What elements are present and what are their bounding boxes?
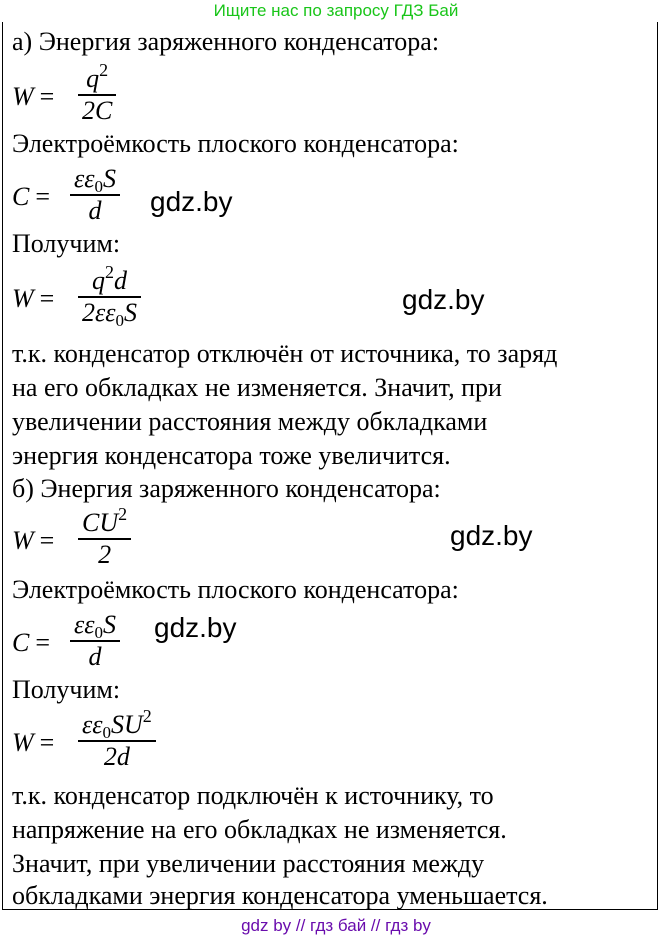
watermark: gdz.by bbox=[402, 284, 485, 315]
part-a-title: а) Энергия заряженного конденсатора: bbox=[12, 27, 440, 56]
capacitance-title-2: Электроёмкость плоского конденсатора: bbox=[12, 575, 459, 604]
formula-lhs: W bbox=[12, 82, 34, 111]
part-b-paragraph-line-4: обкладками энергия конденсатора уменьшается. bbox=[12, 881, 548, 910]
fraction: $\varepsilon\varepsilon_0SU^2$ 2d bbox=[78, 710, 156, 772]
part-b-paragraph-line-3: Значит, при увеличении расстояния между bbox=[12, 849, 485, 878]
result-label-2: Получим: bbox=[12, 675, 121, 704]
fraction: $q^2$ 2C bbox=[78, 64, 116, 126]
part-b-paragraph-line-2: напряжение на его обкладках не изменяется. bbox=[12, 815, 507, 844]
part-b-title: б) Энергия заряженного конденсатора: bbox=[12, 474, 441, 503]
footer: gdz by // гдз бай // гдз by bbox=[241, 916, 431, 935]
part-a-paragraph-line-3: увеличении расстояния между обкладками bbox=[12, 407, 488, 436]
watermark: gdz.by bbox=[450, 520, 533, 551]
part-a-paragraph-line-4: энергия конденсатора тоже увеличится. bbox=[12, 441, 451, 470]
top-banner: Ищите нас по запросу ГДЗ Бай bbox=[213, 1, 459, 20]
watermark: gdz.by bbox=[154, 612, 237, 643]
capacitance-title-1: Электроёмкость плоского конденсатора: bbox=[12, 129, 459, 158]
fraction: $q^2d$ $2\varepsilon\varepsilon_0S$ bbox=[78, 266, 141, 328]
fraction: $CU^2$ 2 bbox=[78, 508, 131, 570]
part-a-paragraph-line-2: на его обкладках не изменяется. Значит, при bbox=[12, 373, 502, 402]
part-b-paragraph-line-1: т.к. конденсатор подключён к источнику, то bbox=[12, 781, 494, 810]
fraction: $\varepsilon\varepsilon_0S$ d bbox=[70, 164, 120, 226]
watermark: gdz.by bbox=[150, 186, 233, 217]
part-a-paragraph-line-1: т.к. конденсатор отключён от источника, то заряд bbox=[12, 339, 558, 368]
result-label-1: Получим: bbox=[12, 229, 121, 258]
fraction: $\varepsilon\varepsilon_0S$ d bbox=[70, 610, 120, 672]
